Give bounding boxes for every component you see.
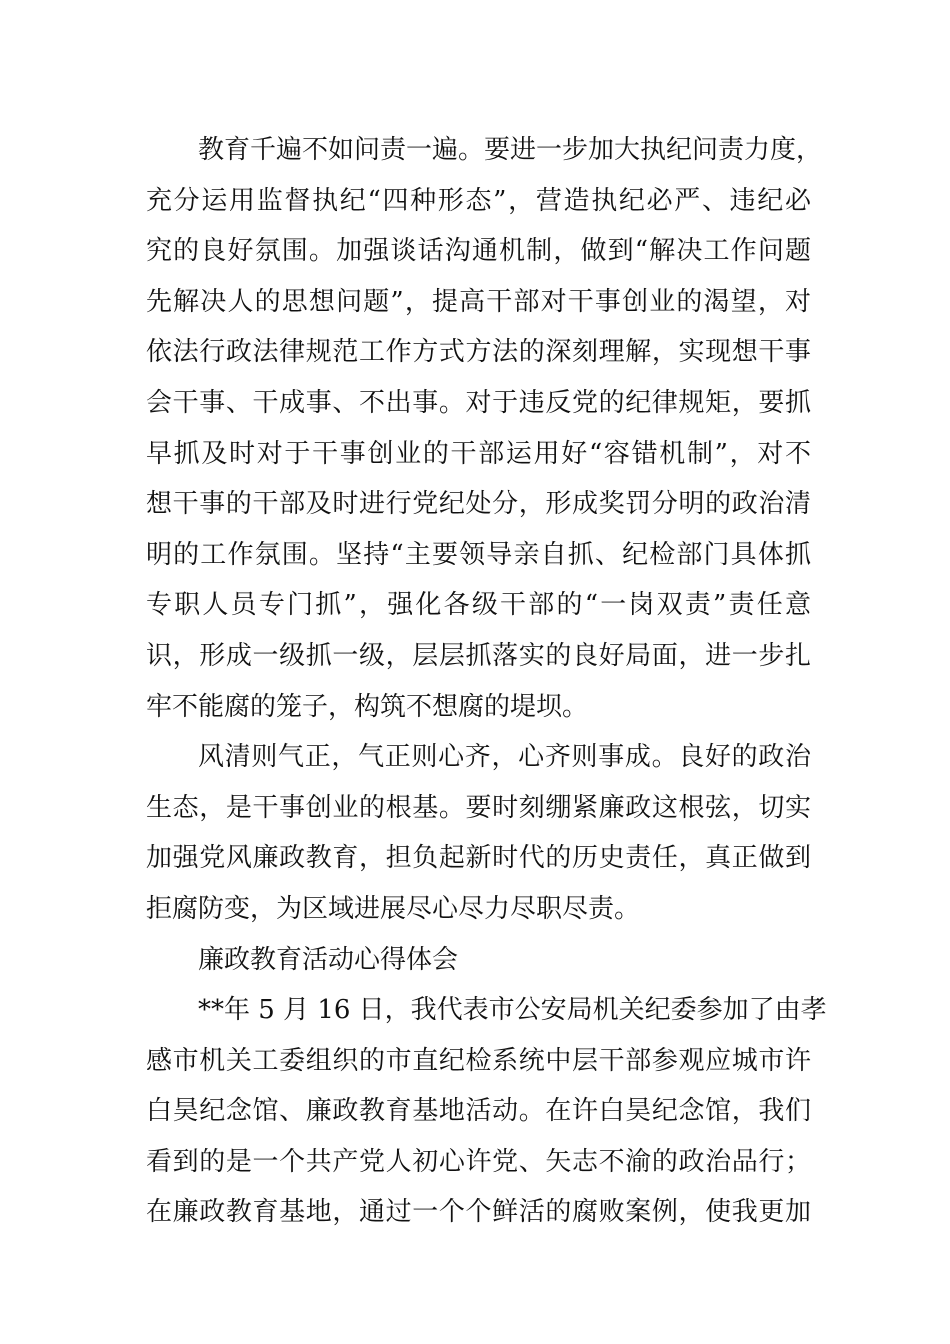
text-line: 专职人员专门抓”，强化各级干部的“一岗双责”责任意: [146, 590, 811, 621]
text-line: 加强党风廉政教育，担负起新时代的历史责任，真正做到: [146, 843, 811, 874]
text-line: 教育千遍不如问责一遍。要进一步加大执纪问责力度，: [198, 135, 823, 165]
text-line: 充分运用监督执纪“四种形态”，营造执纪必严、违纪必: [146, 185, 811, 216]
text-line: 早抓及时对于干事创业的干部运用好“容错机制”，对不: [146, 438, 811, 469]
text-line: 在廉政教育基地，通过一个个鲜活的腐败案例，使我更加: [146, 1197, 811, 1228]
text-line: 识，形成一级抓一级，层层抓落实的良好局面，进一步扎: [146, 640, 811, 671]
section-title: 廉政教育活动心得体会: [198, 944, 459, 975]
text-line: 拒腐防变，为区域进展尽心尽力尽职尽责。: [146, 893, 641, 924]
text-line: 会干事、干成事、不出事。对于违反党的纪律规矩，要抓: [146, 387, 811, 418]
document-body: [146, 125, 827, 1238]
text-line: 看到的是一个共产党人初心许党、矢志不渝的政治品行；: [146, 1146, 811, 1177]
text-line: 明的工作氛围。坚持“主要领导亲自抓、纪检部门具体抓: [146, 539, 811, 570]
text-line: 生态，是干事创业的根基。要时刻绷紧廉政这根弦，切实: [146, 792, 811, 823]
text-line: 风清则气正，气正则心齐，心齐则事成。良好的政治: [198, 742, 811, 773]
text-line: 想干事的干部及时进行党纪处分，形成奖罚分明的政治清: [146, 489, 811, 520]
text-line: 先解决人的思想问题”，提高干部对干事创业的渴望，对: [146, 286, 811, 317]
text-line: 感市机关工委组织的市直纪检系统中层干部参观应城市许: [146, 1045, 811, 1076]
text-line: 依法行政法律规范工作方式方法的深刻理解，实现想干事: [146, 337, 811, 368]
text-line: 究的良好氛围。加强谈话沟通机制，做到“解决工作问题: [146, 236, 811, 267]
text-line: 牢不能腐的笼子，构筑不想腐的堤坝。: [146, 691, 589, 722]
text-line: 白昊纪念馆、廉政教育基地活动。在许白昊纪念馆，我们: [146, 1096, 811, 1127]
text-line: **年 5 月 16 日，我代表市公安局机关纪委参加了由孝: [198, 995, 827, 1026]
